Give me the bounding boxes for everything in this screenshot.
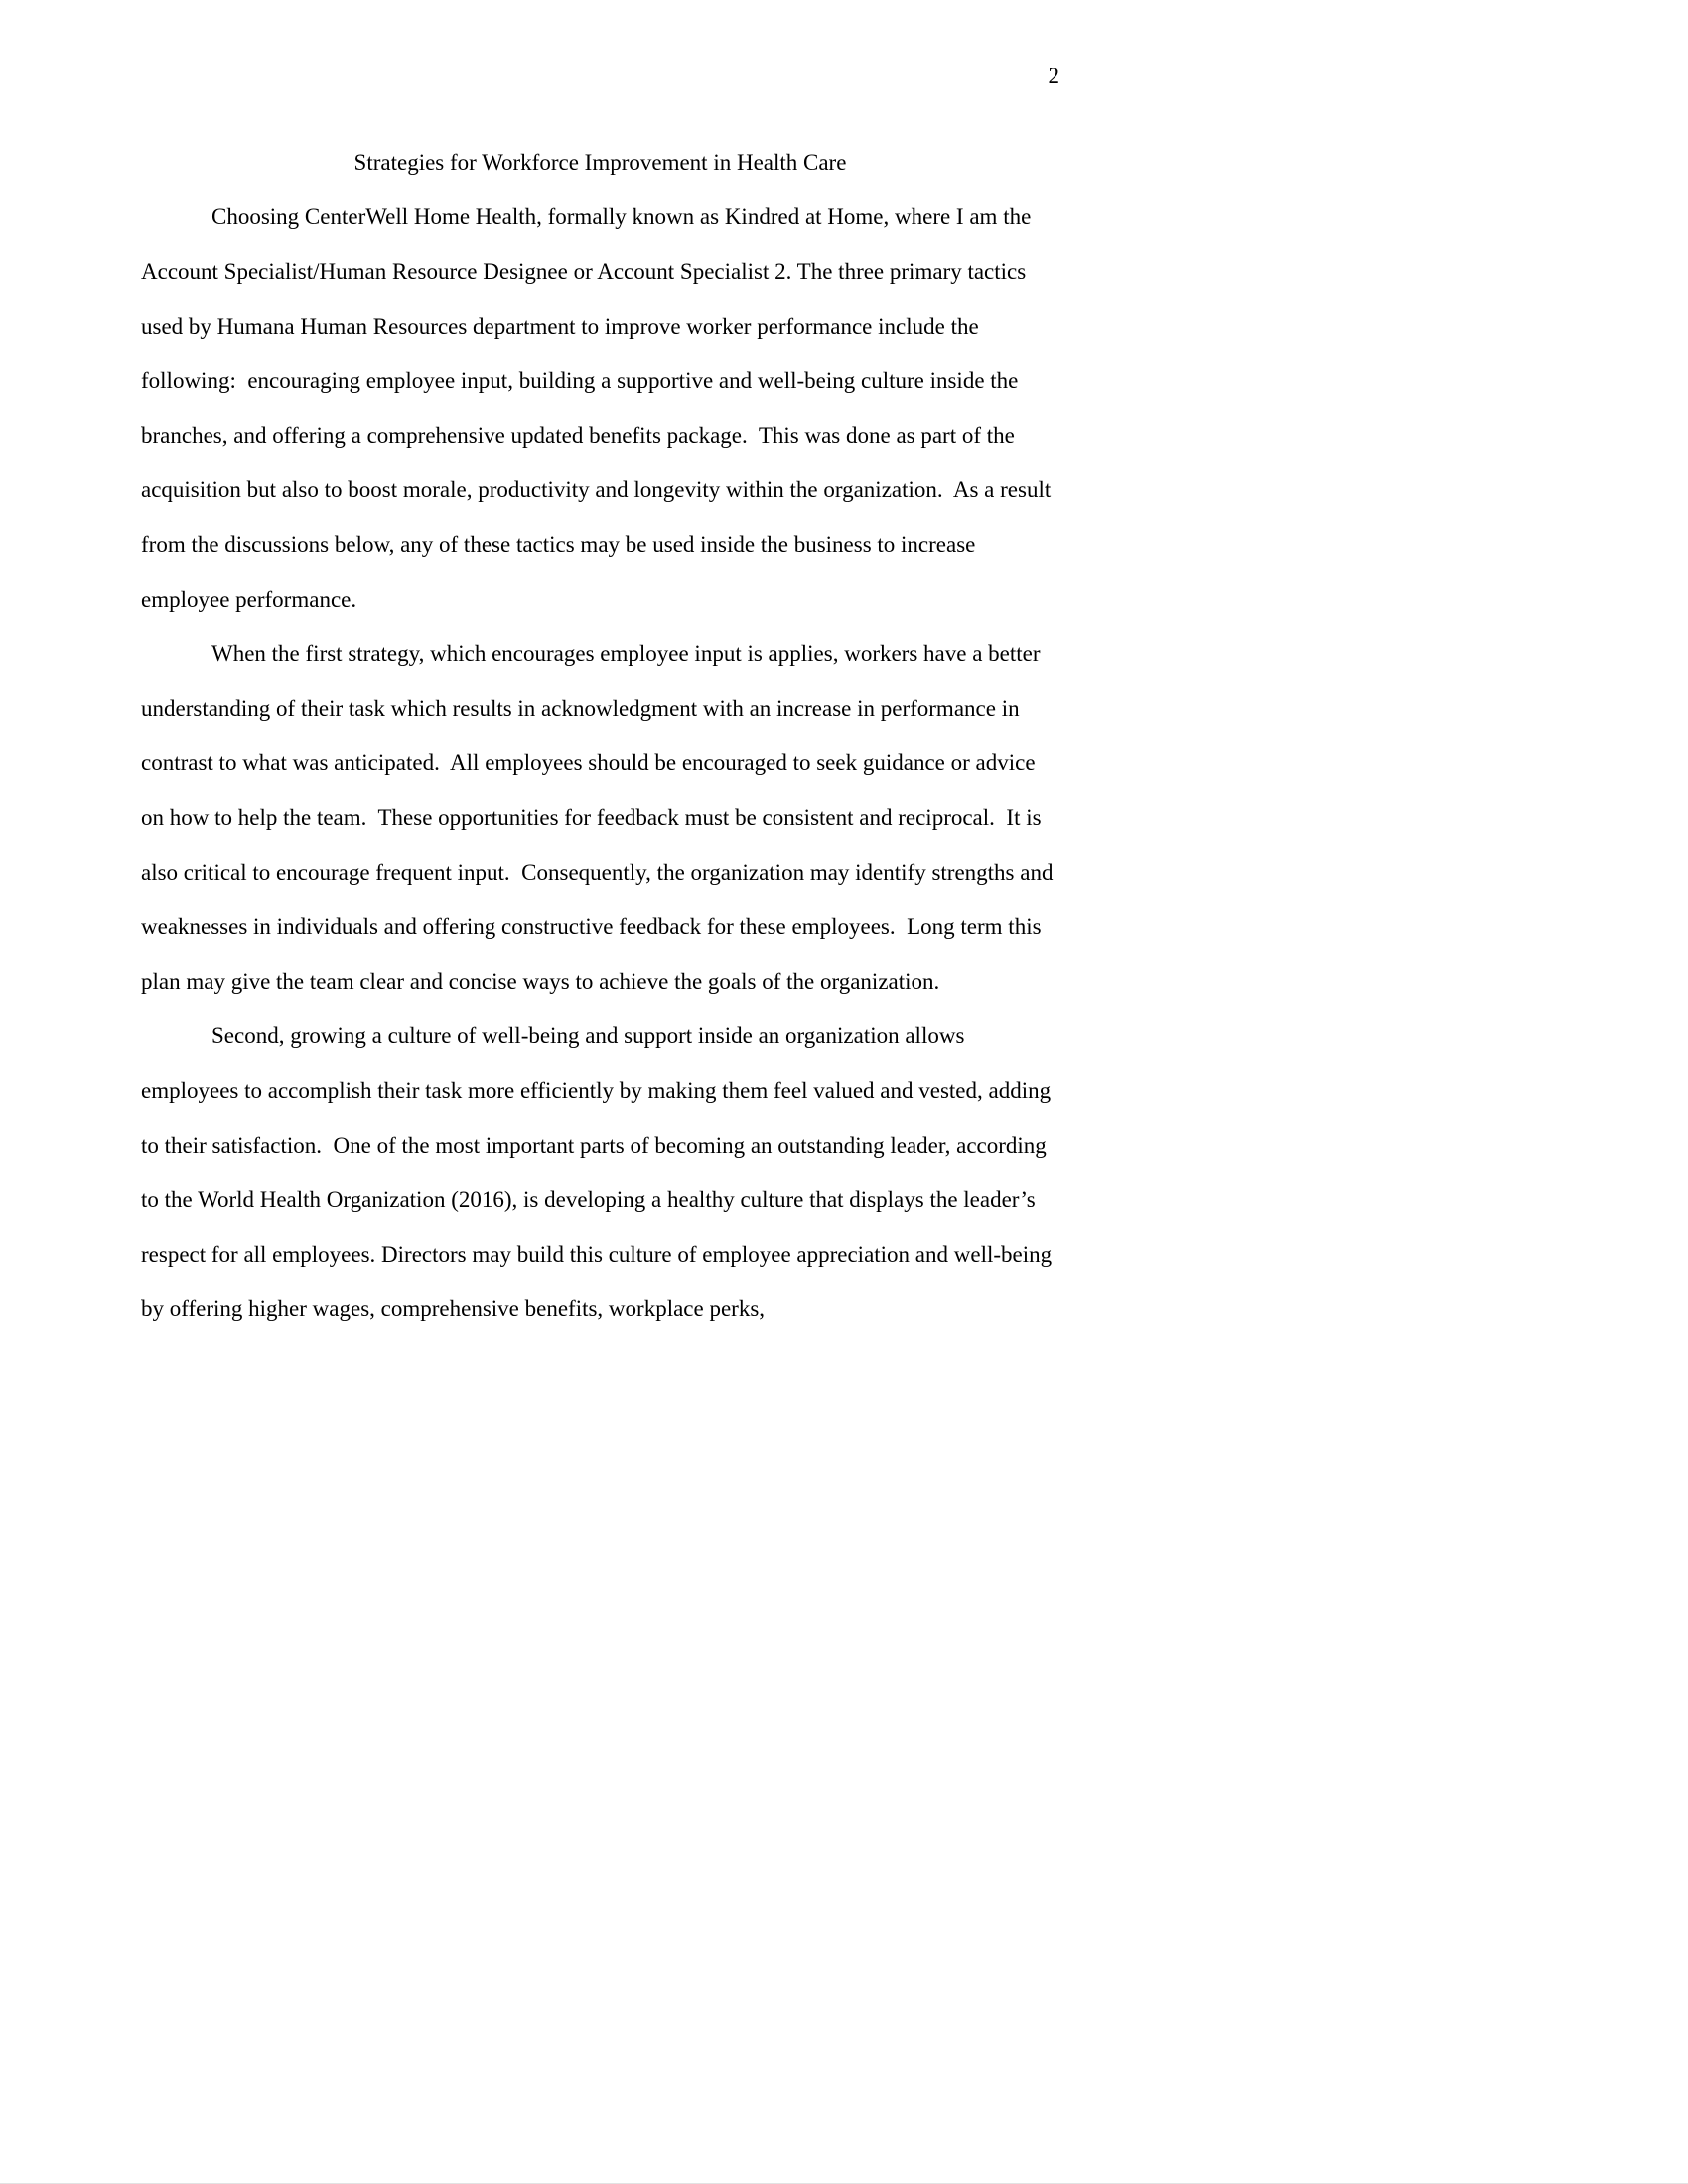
paragraph-2: When the first strategy, which encourages employee input is applies, workers have a better understanding of their task which results in acknowledgment with an increase in performance in contrast to what was anticipated. All employees should be encouraged to seek guidance or advice on how to help the team. These opportunities for feedback must be consistent and reciprocal. It is also critical to encourage frequent input. Consequently, the organization may identify strengths and weaknesses in individuals and offering constructive feedback for these employees. Long term this plan may give the team clear and concise ways to achieve the goals of the organization. <box>141 641 1059 994</box>
page-number: 2 <box>1048 64 1059 88</box>
paragraph-1: Choosing CenterWell Home Health, formally known as Kindred at Home, where I am the Account Specialist/Human Resource Designee or Account Specialist 2. The three primary tactics used by Humana Human Resources department to improve worker performance include the following: encouraging employee input, building a supportive and well-being culture inside the branches, and offering a comprehensive updated benefits package. This was done as part of the acquisition but also to boost morale, productivity and longevity within the organization. As a result from the discussions below, any of these tactics may be used inside the business to increase employee performance. <box>141 205 1056 612</box>
paragraph-3: Second, growing a culture of well-being and support inside an organization allows employees to accomplish their task more efficiently by making them feel valued and vested, adding to their satisfaction. One of the most important parts of becoming an outstanding leader, according to the World Health Organization (2016), is developing a healthy culture that displays the leader’s respect for all employees. Directors may build this culture of employee appreciation and well-being by offering higher wages, comprehensive benefits, workplace perks, <box>141 1024 1057 1321</box>
document-content <box>141 135 1059 1336</box>
document-title: Strategies for Workforce Improvement in Health Care <box>353 150 847 175</box>
